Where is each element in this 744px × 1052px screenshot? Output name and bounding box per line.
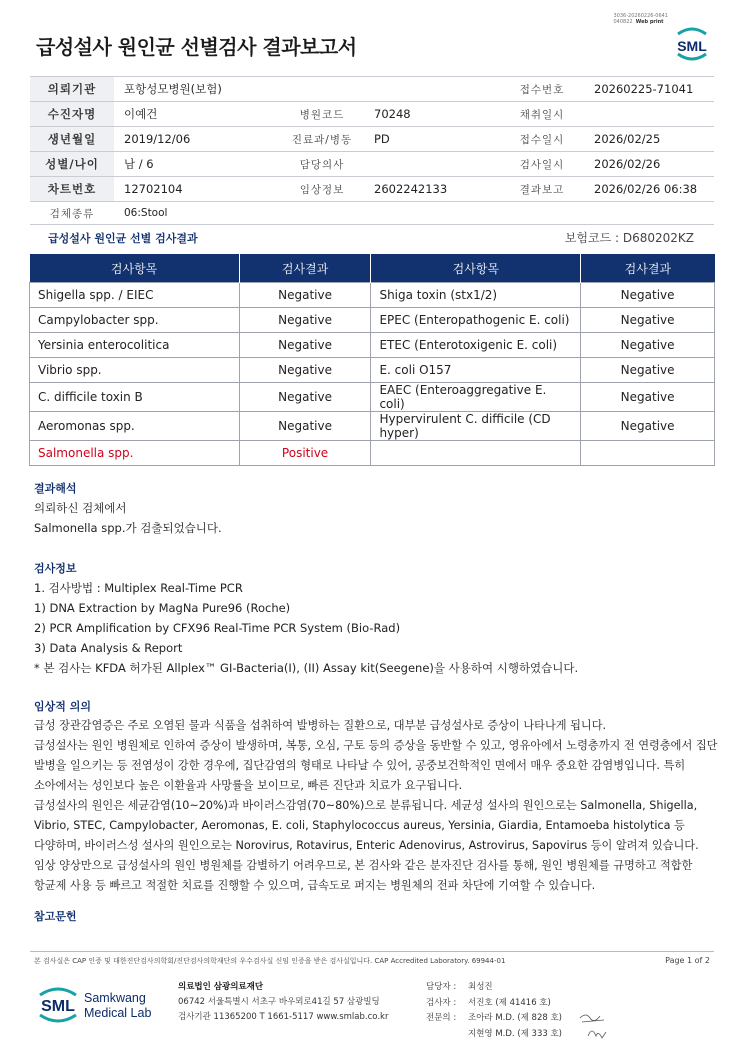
clinical-line: Vibrio, STEC, Campylobacter, Aeromonas, E. coli, Staphylococcus aureus, Yersinia, Giardia, Entamoeba histolytica 등 [34,819,685,832]
info-label: 수진자명 [30,102,114,127]
info-value: 포항성모병원(보험) [114,77,280,102]
test-result: Negative [581,383,715,412]
clinical-line: 급성 장관감염증은 주로 오염된 물과 식품을 섭취하여 발병하는 질환으로, 대부분 급성설사로 증상이 나타나게 됩니다. [34,719,607,732]
test-info-line: * 본 검사는 KFDA 허가된 Allplex™ GI-Bacteria(I), (II) Assay kit(Seegene)을 사용하여 시행하였습니다. [34,661,579,675]
test-result: Negative [239,333,371,358]
staff-name: 최성진 [468,982,493,992]
test-item: Shiga toxin (stx1/2) [371,283,581,308]
info-value [364,152,500,177]
info-value: 2026/02/25 [584,127,714,152]
test-item: Yersinia enterocolitica [30,333,240,358]
clinical-line: 급성설사의 원인은 세균감염(10~20%)과 바이러스감염(70~80%)으로 분류됩니다. 세균성 설사의 원인으로는 Salmonella, Shigella, [34,799,698,812]
interpretation-line: 의뢰하신 검체에서 [34,501,127,515]
test-result: Positive [239,441,371,466]
result-row [30,358,715,383]
staff-row [426,980,562,996]
info-label: 접수번호 [500,77,584,102]
info-value: 20260225-71041 [584,77,714,102]
specimen-value: 06:Stool [114,202,714,225]
print-code [613,13,668,25]
info-label: 의뢰기관 [30,77,114,102]
org-contact: 검사기관 11365200 T 1661-5117 www.smlab.co.kr [178,1012,389,1022]
info-row [30,127,714,152]
test-info-line: 1) DNA Extraction by MagNa Pure96 (Roche) [34,601,291,615]
test-item: ETEC (Enterotoxigenic E. coli) [371,333,581,358]
result-row [30,308,715,333]
report-title: 급성설사 원인균 선별검사 결과보고서 [36,35,357,59]
test-item: Salmonella spp. [30,441,240,466]
staff-role: 담당자 : [426,982,457,992]
info-label [280,77,364,102]
staff-role: 검사자 : [426,997,457,1008]
test-info-text [34,578,578,678]
test-result [581,441,715,466]
clinical-line: 다양하며, 바이러스성 설사의 원인으로는 Norovirus, Rotavirus, Enteric Adenovirus, Astrovirus, Sapovirus 등이 알려져 있습니다. [34,839,699,852]
staff-row [426,996,562,1012]
result-row [30,412,715,441]
info-value: 12702104 [114,177,280,202]
footer-logo-name1: Samkwang [84,991,146,1005]
info-value: 2026/02/26 06:38 [584,177,714,202]
info-value [584,102,714,127]
accreditation-note: 본 검사실은 CAP 인증 및 대한진단검사의학회/진단검사의학재단의 우수검사실 신임 인증을 받은 검사실입니다. CAP Accredited Laboratory. 69944-01 [34,957,506,965]
info-label: 병원코드 [280,102,364,127]
info-row [30,77,714,102]
info-label: 검사일시 [500,152,584,177]
staff-row [426,1011,562,1027]
clinical-line: 급성설사는 원인 병원체로 인하여 증상이 발생하며, 복통, 오심, 구토 등의 증상을 동반할 수 있고, 영유아에서 노령층까지 전 연령층에서 집단 [34,739,718,752]
insurance-code: 보험코드 : D680202KZ [564,231,694,245]
test-result: Negative [581,333,715,358]
clinical-title: 임상적 의의 [34,700,91,713]
result-row [30,441,715,466]
test-result: Negative [239,283,371,308]
test-result: Negative [581,283,715,308]
results-header: 검사항목 [30,254,240,283]
info-value: 70248 [364,102,500,127]
clinical-text [34,716,717,896]
test-item: EPEC (Enteropathogenic E. coli) [371,308,581,333]
info-value: PD [364,127,500,152]
interpretation-text [34,498,222,538]
signature [578,1010,618,1042]
test-item: Aeromonas spp. [30,412,240,441]
info-label: 결과보고 [500,177,584,202]
info-row [30,177,714,202]
info-row [30,152,714,177]
staff-name: 서진호 (제 41416 호) [468,997,551,1008]
test-info-line: 1. 검사방법 : Multiplex Real-Time PCR [34,581,243,595]
test-info-line: 2) PCR Amplification by CFX96 Real-Time PCR System (Bio-Rad) [34,621,401,635]
test-item: EAEC (Enteroaggregative E. coli) [371,383,581,412]
test-info-title: 검사정보 [34,562,77,575]
staff-name: 조아라 M.D. (제 828 호) [468,1013,563,1023]
footer-logo-name2: Medical Lab [84,1006,152,1020]
info-row-specimen [30,202,714,225]
sml-logo [672,26,712,62]
test-result: Negative [239,358,371,383]
page-number: Page 1 of 2 [665,956,710,965]
result-row [30,283,715,308]
info-value: 2019/12/06 [114,127,280,152]
info-value: 남 / 6 [114,152,280,177]
info-value [364,77,500,102]
info-label: 진료과/병동 [280,127,364,152]
organization-info [178,980,388,1025]
results-header: 검사결과 [581,254,715,283]
info-label: 임상정보 [280,177,364,202]
print-code-line2: 040822 Web print [613,19,664,25]
test-item: Shigella spp. / EIEC [30,283,240,308]
staff-list [426,980,562,1042]
org-address: 06742 서울특별시 서초구 바우뫼로41길 57 삼광빌딩 [178,997,380,1007]
results-table [29,254,715,466]
test-item: Vibrio spp. [30,358,240,383]
test-item: C. difficile toxin B [30,383,240,412]
staff-row [426,1027,562,1043]
test-result: Negative [581,358,715,383]
test-result: Negative [581,412,715,441]
info-value: 2602242133 [364,177,500,202]
info-label: 차트번호 [30,177,114,202]
interpretation-title: 결과해석 [34,482,77,495]
clinical-line: 발병을 일으키는 등 전염성이 강한 경우에, 집단감염의 형태로 나타날 수 있어, 공중보건학적인 면에서 매우 중요한 감염병입니다. 특히 [34,759,686,772]
org-name: 의료법인 삼광의료재단 [178,982,264,992]
samkwang-logo [38,983,162,1027]
test-result: Negative [239,383,371,412]
test-item [371,441,581,466]
test-result: Negative [239,412,371,441]
references-title: 참고문헌 [34,910,77,923]
test-info-line: 3) Data Analysis & Report [34,641,183,655]
specimen-label: 검체종류 [30,202,114,225]
info-label: 담당의사 [280,152,364,177]
clinical-line: 임상 양상만으로 급성설사의 원인 병원체를 감별하기 어려우므로, 본 검사와 같은 분자진단 검사를 통해, 원인 병원체를 규명하고 적합한 [34,859,693,872]
footer-logo-mark: SML [41,998,75,1015]
results-header: 검사결과 [239,254,371,283]
logo-mark-text: SML [677,38,707,54]
staff-name: 지현영 M.D. (제 333 호) [468,1028,563,1039]
info-value: 2026/02/26 [584,152,714,177]
clinical-line: 소아에서는 성인보다 높은 이환율과 사망률을 보이므로, 빠른 진단과 치료가 요구됩니다. [34,779,463,792]
print-code-line1: 3036-20260226-0641 [613,13,668,19]
info-row [30,102,714,127]
info-label: 성별/나이 [30,152,114,177]
info-label: 채취일시 [500,102,584,127]
result-row [30,333,715,358]
info-label: 생년월일 [30,127,114,152]
interpretation-line: Salmonella spp.가 검출되었습니다. [34,521,222,535]
test-item: E. coli O157 [371,358,581,383]
info-value: 이예건 [114,102,280,127]
test-item: Campylobacter spp. [30,308,240,333]
results-section-title: 급성설사 원인균 선별 검사결과 [48,232,198,245]
test-item: Hypervirulent C. difficile (CD hyper) [371,412,581,441]
test-result: Negative [239,308,371,333]
test-result: Negative [581,308,715,333]
info-label: 접수일시 [500,127,584,152]
result-row [30,383,715,412]
results-header: 검사항목 [371,254,581,283]
staff-role: 전문의 : [426,1013,457,1023]
footer-divider [30,951,714,952]
clinical-line: 항균제 사용 등 빠르고 적절한 치료를 진행할 수 있으며, 급속도로 퍼지는 병원체의 전파 차단에 기여할 수 있습니다. [34,879,596,892]
patient-info-table [30,76,714,225]
